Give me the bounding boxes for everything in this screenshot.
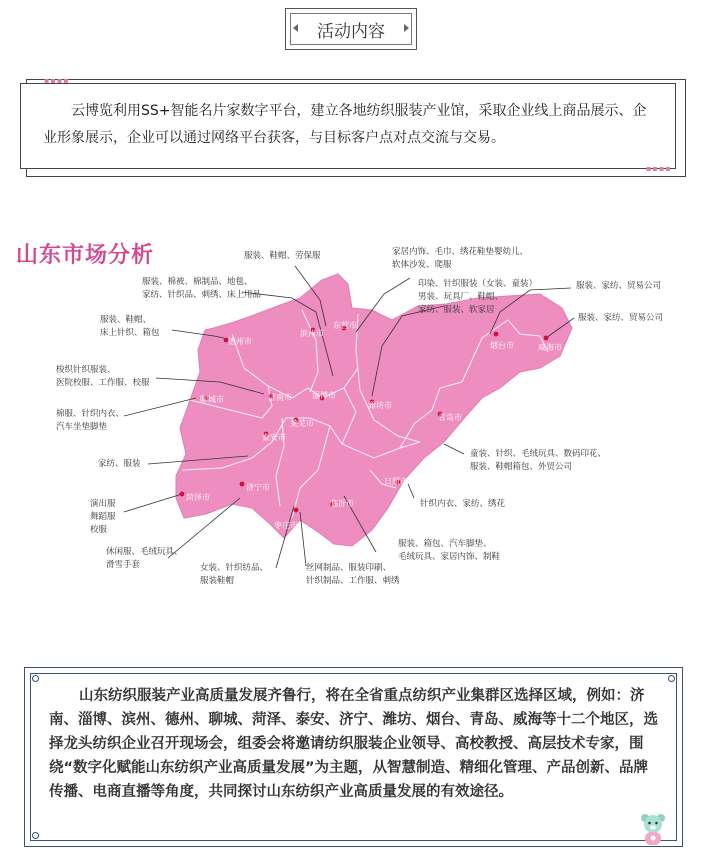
map-title: 山东市场分析 <box>16 243 155 268</box>
corner-circle-icon <box>32 675 39 682</box>
city-label-jining: 济宁市 <box>246 483 270 492</box>
annotation-dongying: 家居内饰、毛巾、绣花鞋垫婴幼儿、 软体沙发、爬服 <box>392 247 529 270</box>
city-label-laiwu: 莱芜市 <box>290 419 314 428</box>
annotation-yantai: 服装、家纺、贸易公司 <box>576 281 662 291</box>
annotation-jining: 休闲服、毛绒玩具、 滑雪手套 <box>106 547 183 570</box>
event-description-box <box>24 667 683 847</box>
annotation-jinan: 梭织针织服装、 医院校服、工作服、校服 <box>56 365 150 388</box>
leader-line <box>124 494 182 512</box>
city-marker-菏泽市 <box>180 492 185 497</box>
event-description-inner-frame <box>30 673 677 841</box>
city-label-zaozhuang: 枣庄市 <box>274 521 298 530</box>
annotation-taian: 家纺、服装 <box>98 459 141 469</box>
city-label-zibo: 淄博市 <box>312 391 336 400</box>
city-label-binzhou: 滨州市 <box>300 329 324 338</box>
city-marker-威海市 <box>544 336 549 341</box>
city-marker-枣庄市 <box>294 508 299 513</box>
city-label-qingdao: 青岛市 <box>438 413 462 422</box>
annotation-weifang: 印染、针织服装（女装、童装） 男装、玩具厂、鞋帽、 家纺、服装、软家居 <box>418 279 538 315</box>
shandong-market-map <box>0 222 705 602</box>
leader-line <box>444 444 464 454</box>
intro-box <box>20 83 676 169</box>
annotation-heze: 演出服 舞蹈服 校服 <box>90 499 116 535</box>
bear-mascot-icon <box>640 812 666 846</box>
annotation-dezhou: 服装、鞋帽、 床上针织、箱包 <box>100 315 160 338</box>
city-label-weihai: 威海市 <box>538 343 562 352</box>
city-label-weifang: 潍坊市 <box>368 401 392 410</box>
city-marker-烟台市 <box>494 332 499 337</box>
decorative-dots-icon: ▪▪▪▪ <box>44 76 70 85</box>
event-description-text: 山东纺织服装产业高质量发展齐鲁行，将在全省重点纺织产业集群区选择区域，例如：济南、淄博、滨州、德州、聊城、菏泽、泰安、济宁、潍坊、烟台、青岛、威海等十二个地区，选择龙头纺织企业召开现场会，组委会将邀请纺织服装企业领导、高校教授、高层技术专家，围绕“数字化赋能山东纺织产业高质量发展”为主题，从智慧制造、精细化管理、产品创新、品牌传播、电商直播等角度，共同探讨山东纺织产业高质量发展的有效途径。 <box>49 688 658 800</box>
intro-text: 云博览利用SS+智能名片家数字平台，建立各地纺织服装产业馆，采取企业线上商品展示、企业形象展示，企业可以通过网络平台获客，与目标客户点对点交流与交易。 <box>43 103 647 146</box>
section-title-badge <box>285 8 417 50</box>
city-label-rizhao: 日照市 <box>384 477 408 486</box>
annotation-binzhou: 服装、鞋帽、劳保服 <box>244 251 321 261</box>
city-label-dezhou: 德州市 <box>228 337 252 346</box>
triangle-right-icon <box>404 24 409 32</box>
annotation-zibo: 服装、棉被、棉制品、地毯、 家纺、针织品、刺绣、床上用品 <box>142 277 262 300</box>
leader-line <box>408 484 414 498</box>
city-label-heze: 菏泽市 <box>186 493 210 502</box>
annotation-rizhao: 针织内衣、家纺、绣花 <box>420 499 506 509</box>
annotation-linyi: 服装、箱包、汽车脚垫、 毛绒玩具、家居内饰、制鞋 <box>398 539 501 562</box>
city-label-yantai: 烟台市 <box>490 341 514 350</box>
annotation-liaocheng: 棉服、针织内衣、 汽车坐垫脚垫 <box>56 409 125 432</box>
annotation-laiwu: 女装、针织纺品、 服装鞋帽 <box>200 563 269 586</box>
city-label-liaocheng: 聊城市 <box>200 395 224 404</box>
city-label-jinan: 济南市 <box>268 393 292 402</box>
decorative-dots-icon: ▪▪▪▪ <box>646 164 672 173</box>
triangle-left-icon <box>293 24 298 32</box>
corner-circle-icon <box>668 675 675 682</box>
city-label-taian: 泰安市 <box>262 433 286 442</box>
city-label-dongying: 东营市 <box>333 321 357 330</box>
annotation-weihai: 服装、家纺、贸易公司 <box>578 313 664 323</box>
section-title: 活动内容 <box>290 13 412 45</box>
annotation-qingdao: 童装、针织、毛绒玩具、数码印花、 服装、鞋帽箱包、外贸公司 <box>470 449 607 472</box>
city-marker-济宁市 <box>240 482 245 487</box>
corner-circle-icon <box>32 832 39 839</box>
city-label-linyi: 临沂市 <box>330 499 354 508</box>
annotation-zaozhuang: 丝网制品、服装印刷、 针织制品、工作服、刺绣 <box>306 563 400 586</box>
